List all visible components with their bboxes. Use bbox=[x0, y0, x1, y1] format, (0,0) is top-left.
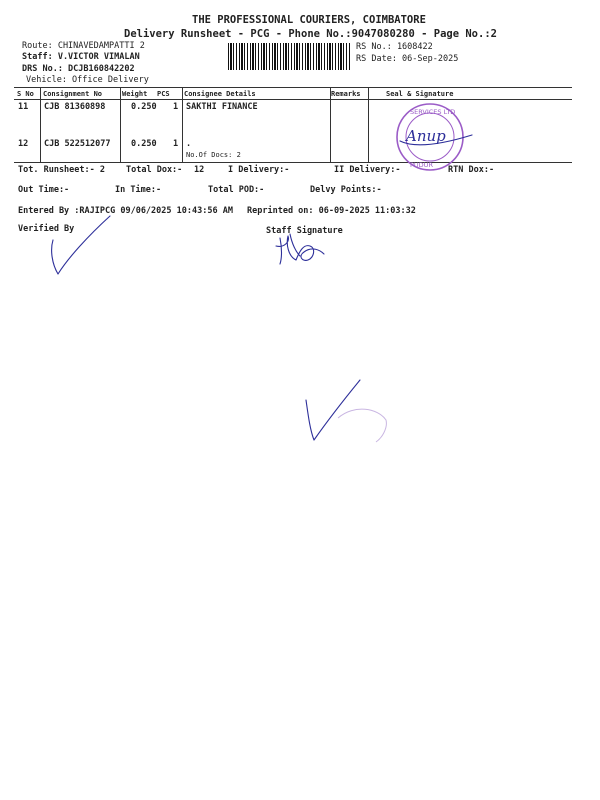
row-sno: 11 bbox=[18, 102, 29, 112]
row-docs-note: No.Of Docs: 2 bbox=[186, 151, 241, 159]
row-consignee: SAKTHI FINANCE bbox=[186, 102, 258, 112]
col-divider bbox=[182, 87, 183, 162]
route-label: Route: CHINAVEDAMPATTI 2 bbox=[22, 41, 145, 51]
verified-signature bbox=[44, 212, 114, 278]
vehicle-label: Vehicle: Office Delivery bbox=[26, 75, 149, 85]
company-title: THE PROFESSIONAL COURIERS, COIMBATORE bbox=[192, 14, 426, 26]
barcode bbox=[228, 43, 350, 70]
total-dox-label: Total Dox:- bbox=[126, 165, 183, 175]
check-mark bbox=[298, 374, 398, 454]
drs-number: DRS No.: DCJB160842202 bbox=[22, 64, 135, 74]
row-pcs: 1 bbox=[173, 139, 179, 149]
rtn-dox: RTN Dox:- bbox=[448, 165, 495, 175]
in-time: In Time:- bbox=[115, 185, 162, 195]
staff-label: Staff: V.VICTOR VIMALAN bbox=[22, 52, 140, 62]
verified-by-label: Verified By bbox=[18, 224, 75, 234]
col-divider bbox=[368, 87, 369, 162]
delvy-points: Delvy Points:- bbox=[310, 185, 382, 195]
col-divider bbox=[40, 87, 41, 162]
header-weight: Weight bbox=[122, 90, 148, 98]
header-pcs: PCS bbox=[157, 90, 170, 98]
row-pcs: 1 bbox=[173, 102, 179, 112]
rs-date: RS Date: 06-Sep-2025 bbox=[356, 54, 459, 64]
ii-delivery: II Delivery:- bbox=[334, 165, 401, 175]
total-pod: Total POD:- bbox=[208, 185, 265, 195]
header-consignee: Consignee Details bbox=[184, 90, 256, 98]
tot-runsheet: Tot. Runsheet:- 2 bbox=[18, 165, 105, 175]
total-dox-value: 12 bbox=[194, 165, 205, 175]
table-header-border bbox=[14, 99, 572, 100]
row-consignee: . bbox=[186, 139, 192, 149]
stamp-top-text: SERVICES LTD bbox=[410, 108, 456, 116]
reprinted-on: Reprinted on: 06-09-2025 11:03:32 bbox=[247, 206, 416, 216]
header-consignment: Consignment No bbox=[43, 90, 103, 98]
staff-signature-mark bbox=[270, 226, 330, 270]
row-consignment: CJB 522512077 bbox=[44, 139, 111, 149]
i-delivery: I Delivery:- bbox=[228, 165, 290, 175]
out-time: Out Time:- bbox=[18, 185, 70, 195]
row-weight: 0.250 bbox=[131, 139, 157, 149]
header-sno: S No bbox=[17, 90, 34, 98]
header-seal: Seal & Signature bbox=[386, 90, 454, 98]
staff-signature-label: Staff Signature bbox=[266, 226, 343, 236]
header-remarks: Remarks bbox=[331, 90, 361, 98]
table-top-border bbox=[14, 87, 572, 88]
col-divider bbox=[330, 87, 331, 162]
row-weight: 0.250 bbox=[131, 102, 157, 112]
rs-number: RS No.: 1608422 bbox=[356, 42, 433, 52]
table-bottom-border bbox=[14, 162, 572, 163]
col-divider bbox=[120, 87, 121, 162]
row-sno: 12 bbox=[18, 139, 29, 149]
entered-by: Entered By :RAJIPCG 09/06/2025 10:43:56 AM bbox=[18, 206, 233, 216]
stamp-signature: Anup bbox=[406, 127, 446, 145]
stamp-bottom-text: PUDUR bbox=[410, 161, 433, 169]
runsheet-title: Delivery Runsheet - PCG - Phone No.:9047080280 - Page No.:2 bbox=[124, 28, 497, 40]
row-consignment: CJB 81360898 bbox=[44, 102, 106, 112]
